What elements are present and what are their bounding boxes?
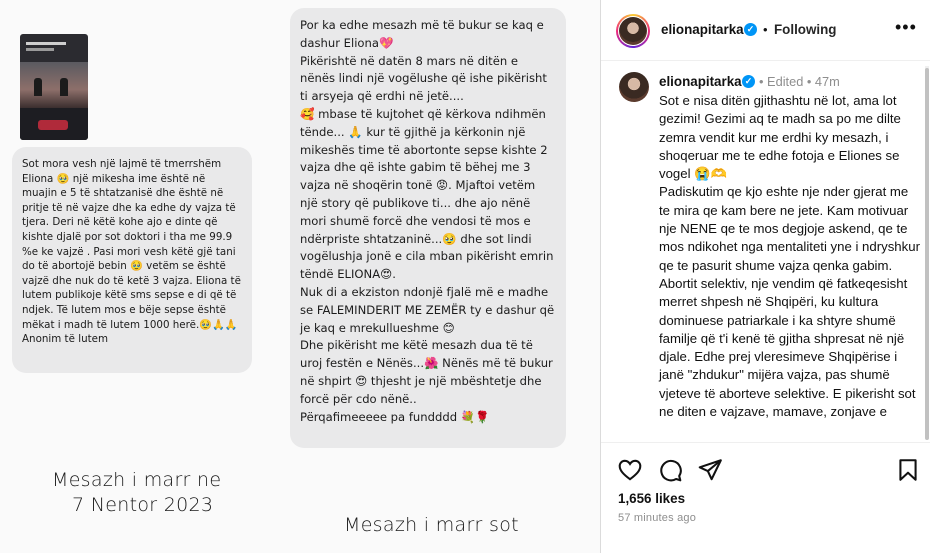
verified-icon: ✓ — [742, 75, 755, 88]
thumbnail-caption-line — [26, 42, 66, 45]
avatar[interactable] — [619, 72, 649, 102]
handwritten-note-today: Mesazh i marr sot — [344, 514, 519, 536]
header-username[interactable]: elionapitarka — [661, 22, 744, 37]
post-header — [601, 0, 930, 61]
bookmark-icon[interactable] — [895, 457, 921, 483]
caption-username[interactable]: elionapitarka — [659, 74, 742, 89]
following-button[interactable]: Following — [774, 22, 837, 37]
heart-icon[interactable] — [617, 457, 643, 483]
likes-count[interactable]: 1,656 likes — [618, 491, 686, 506]
post-sidebar — [600, 0, 930, 553]
caption-meta: • Edited • 47m — [759, 74, 840, 89]
share-icon[interactable] — [697, 457, 723, 483]
thumbnail-caption-line — [26, 48, 54, 51]
comment-icon[interactable] — [657, 457, 683, 483]
verified-icon: ✓ — [744, 23, 757, 36]
message-text-old: Sot mora vesh një lajmë të tmerrshëm Eliona 🥹 një mikesha ime është në muajin e 5 të shtatzanisë dhe është në pritje të në vajze dhe ka edhe dy vajza të tjera. Deri në këtë kohe ajo e dinte që kishte djalë por sot doktori i tha me 99.9 %e ke vajzë . Pasi mori vesh këtë gjë tani do të abortojë bebin 🥹 vetëm se është vajzë dhe nuk do të ketë 3 vajza. Eliona të lutem publikoje këtë sms sepse e di që të ndjek. Të lutem mos e bëje sepse është mëkat i madh të lutem 1000 herë.🥹🙏🙏 Anonim të lutem — [22, 158, 241, 346]
story-ring[interactable] — [616, 14, 650, 48]
post-actions — [601, 442, 930, 553]
thumbnail-figure — [60, 78, 68, 96]
caption-area[interactable] — [601, 62, 930, 441]
header-separator: • — [763, 22, 768, 37]
thumbnail-scene — [20, 62, 88, 108]
caption-scrollbar-thumb[interactable] — [925, 68, 929, 440]
caption-text: Sot e nisa ditën gjithashtu në lot, ama lot gezimi! Gezimi aq te madh sa po me dilte zemra vendit kur me erdhi ky mesazh, i shoqeruar me te edhe fotoja e Eliones se vogel 😭🫶 Padiskutim qe kjo eshte nje nder gjerat me te mira qe kam bere ne jete. Kam motivuar nje NENE qe te mos degjoje askend, qe te mos ndikohet nga mentaliteti yne i ndryshkur qe te pasurit shume vajza qenka gabim. Abortit selektiv, nje vendim që fatkeqesisht merret shpesh në Shqipëri, ku kultura dominuese patriarkale i ka shtyre shumë familje që t'i kenë të gjitha shpresat në një djale. Edhe prej vleresimeve Shqipërise i janë "zhdukur" mijëra vajza, pas shumë vjeteve të aborteve selektive. E pikerisht sot ne diten e vajzave, mamave, zonjave e — [659, 93, 920, 420]
message-text-new: Por ka edhe mesazh më të bukur se kaq e dashur Eliona💖 Pikërishtë në datën 8 mars në ditën e nënës lindi një vogëlushe që ishe pikërisht ti arsyeja që erdhi në jetë.... 🥰 mbase të kujtohet që kërkova ndihmën tënde... 🙏 kur të gjithë ja kërkonin një mikeshës time të abortonte sepse kishte 2 vajza dhe që ishte gabim të bëhej me 3 vajza në shoqërin tonë 😡. Mjaftoi vetëm një story që publikove ti... dhe ajo nënë mori shumë forcë dhe vendosi të mos e ndërpriste shtatzaninë...🥹 dhe sot lindi vogëlushja jonë e cila mban pikërisht emrin tëndë ELIONA😍. Nuk di a ekziston ndonjë fjalë më e madhe se FALEMINDERIT ME ZEMËR ty e dashur që je kaq e mrekullueshme 😊 Dhe pikërisht me këtë mesazh dua të të uroj festën e Nënës...🌺 Nënës më të bukur në shpirt 😍 thjesht je një mbështetje dhe forcë për cdo nënë.. Përqafimeeeee pa fundddd 💐🌹 — [300, 18, 555, 424]
more-icon[interactable]: ••• — [895, 17, 917, 37]
handwritten-note-line1: Mesazh i marr ne — [52, 469, 222, 491]
thumbnail-figure — [34, 78, 42, 96]
post-timestamp[interactable]: 57 minutes ago — [618, 512, 697, 524]
message-bubble-old — [12, 147, 252, 373]
photo-thumbnail — [20, 34, 88, 140]
thumbnail-seat — [38, 120, 68, 130]
avatar — [619, 17, 647, 45]
message-bubble-new — [290, 8, 566, 448]
handwritten-note-line2: 7 Nentor 2023 — [72, 494, 214, 516]
